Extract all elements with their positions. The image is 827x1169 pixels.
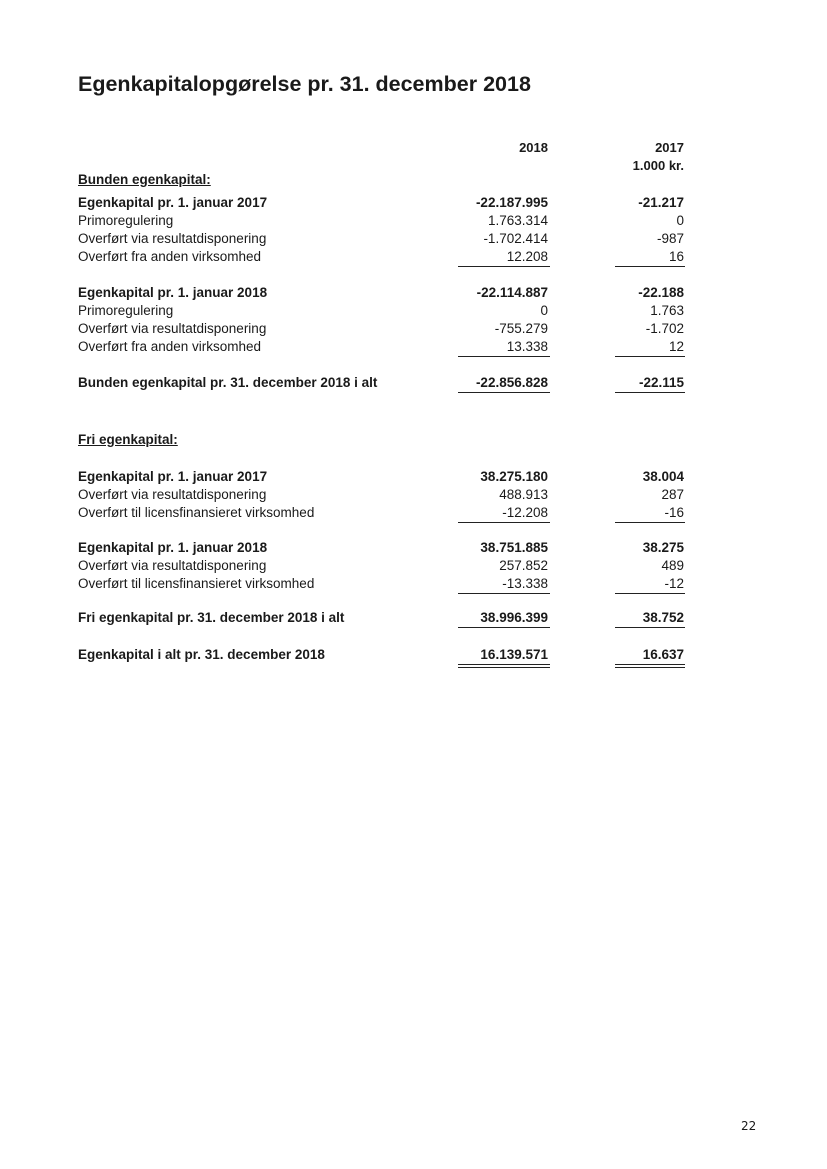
row-label: Egenkapital pr. 1. januar 2018 bbox=[78, 540, 268, 555]
underline bbox=[458, 593, 550, 594]
value-2017: 1.763 bbox=[650, 303, 684, 318]
underline bbox=[615, 593, 685, 594]
table-row bbox=[0, 557, 827, 575]
row-label: Primoregulering bbox=[78, 213, 174, 228]
value-2017: 12 bbox=[668, 339, 684, 354]
row-label: Bunden egenkapital pr. 31. december 2018 i alt bbox=[78, 375, 378, 390]
value-2018: -1.702.414 bbox=[483, 231, 548, 246]
value-2018: -22.856.828 bbox=[475, 375, 548, 390]
value-2017: -1.702 bbox=[645, 321, 684, 336]
underline bbox=[458, 627, 550, 628]
value-2018: 16.139.571 bbox=[480, 647, 548, 662]
value-2017: -22.188 bbox=[638, 285, 684, 300]
table-row bbox=[0, 284, 827, 302]
row-label: Overført via resultatdisponering bbox=[78, 321, 267, 336]
value-2018: 0 bbox=[540, 303, 548, 318]
value-2018: 38.275.180 bbox=[480, 469, 548, 484]
row-label: Overført fra anden virksomhed bbox=[78, 339, 262, 354]
value-2017: -21.217 bbox=[638, 195, 684, 210]
row-label: Egenkapital pr. 1. januar 2017 bbox=[78, 195, 268, 210]
value-2018: 38.996.399 bbox=[480, 610, 548, 625]
row-label: Overført til licensfinansieret virksomhed bbox=[78, 576, 315, 591]
value-2017: -987 bbox=[656, 231, 684, 246]
table-row bbox=[0, 646, 827, 664]
table-row bbox=[0, 504, 827, 522]
value-2017: 38.004 bbox=[642, 469, 684, 484]
double-underline bbox=[615, 664, 685, 668]
page-title: Egenkapitalopgørelse pr. 31. december 2018 bbox=[78, 72, 531, 96]
table-row bbox=[0, 338, 827, 356]
value-2018: -13.338 bbox=[502, 576, 548, 591]
table-row bbox=[0, 539, 827, 557]
column-header-2018: 2018 bbox=[519, 140, 548, 155]
unit-label: 1.000 kr. bbox=[632, 158, 684, 173]
row-label: Overført via resultatdisponering bbox=[78, 487, 267, 502]
table-row bbox=[0, 609, 827, 627]
underline bbox=[615, 266, 685, 267]
double-underline bbox=[458, 664, 550, 668]
table-row bbox=[0, 230, 827, 248]
row-label: Egenkapital pr. 1. januar 2018 bbox=[78, 285, 268, 300]
value-2018: 488.913 bbox=[499, 487, 548, 502]
value-2018: -22.114.887 bbox=[476, 285, 548, 300]
value-2017: -22.115 bbox=[638, 375, 684, 390]
value-2018: 1.763.314 bbox=[487, 213, 548, 228]
table-row bbox=[0, 575, 827, 593]
table-row bbox=[0, 374, 827, 392]
row-label: Overført til licensfinansieret virksomhed bbox=[78, 505, 315, 520]
value-2018: 13.338 bbox=[506, 339, 548, 354]
underline bbox=[458, 266, 550, 267]
underline bbox=[615, 356, 685, 357]
value-2018: 257.852 bbox=[499, 558, 548, 573]
value-2017: 16.637 bbox=[642, 647, 684, 662]
row-label: Primoregulering bbox=[78, 303, 174, 318]
table-row bbox=[0, 320, 827, 338]
value-2017: 489 bbox=[661, 558, 684, 573]
value-2018: -755.279 bbox=[494, 321, 548, 336]
table-row bbox=[0, 248, 827, 266]
table-row bbox=[0, 194, 827, 212]
value-2017: 287 bbox=[661, 487, 684, 502]
row-label: Overført fra anden virksomhed bbox=[78, 249, 262, 264]
row-label: Egenkapital pr. 1. januar 2017 bbox=[78, 469, 268, 484]
section-heading-fri: Fri egenkapital: bbox=[78, 432, 178, 447]
value-2017: -12 bbox=[664, 576, 684, 591]
table-row bbox=[0, 468, 827, 486]
column-header-2017: 2017 bbox=[655, 140, 684, 155]
value-2018: 38.751.885 bbox=[480, 540, 548, 555]
row-label: Fri egenkapital pr. 31. december 2018 i alt bbox=[78, 610, 345, 625]
row-label: Egenkapital i alt pr. 31. december 2018 bbox=[78, 647, 325, 662]
value-2017: 16 bbox=[668, 249, 684, 264]
value-2017: -16 bbox=[664, 505, 684, 520]
table-row bbox=[0, 486, 827, 504]
value-2017: 0 bbox=[676, 213, 684, 228]
row-label: Overført via resultatdisponering bbox=[78, 558, 267, 573]
underline bbox=[615, 392, 685, 393]
underline bbox=[458, 392, 550, 393]
section-heading-bunden: Bunden egenkapital: bbox=[78, 172, 211, 187]
table-row bbox=[0, 302, 827, 320]
value-2017: 38.752 bbox=[642, 610, 684, 625]
table-row bbox=[0, 212, 827, 230]
underline bbox=[458, 356, 550, 357]
page-number: 22 bbox=[741, 1119, 757, 1133]
value-2018: 12.208 bbox=[506, 249, 548, 264]
underline bbox=[615, 627, 685, 628]
underline bbox=[458, 522, 550, 523]
value-2018: -12.208 bbox=[502, 505, 548, 520]
row-label: Overført via resultatdisponering bbox=[78, 231, 267, 246]
value-2017: 38.275 bbox=[642, 540, 684, 555]
underline bbox=[615, 522, 685, 523]
value-2018: -22.187.995 bbox=[475, 195, 548, 210]
